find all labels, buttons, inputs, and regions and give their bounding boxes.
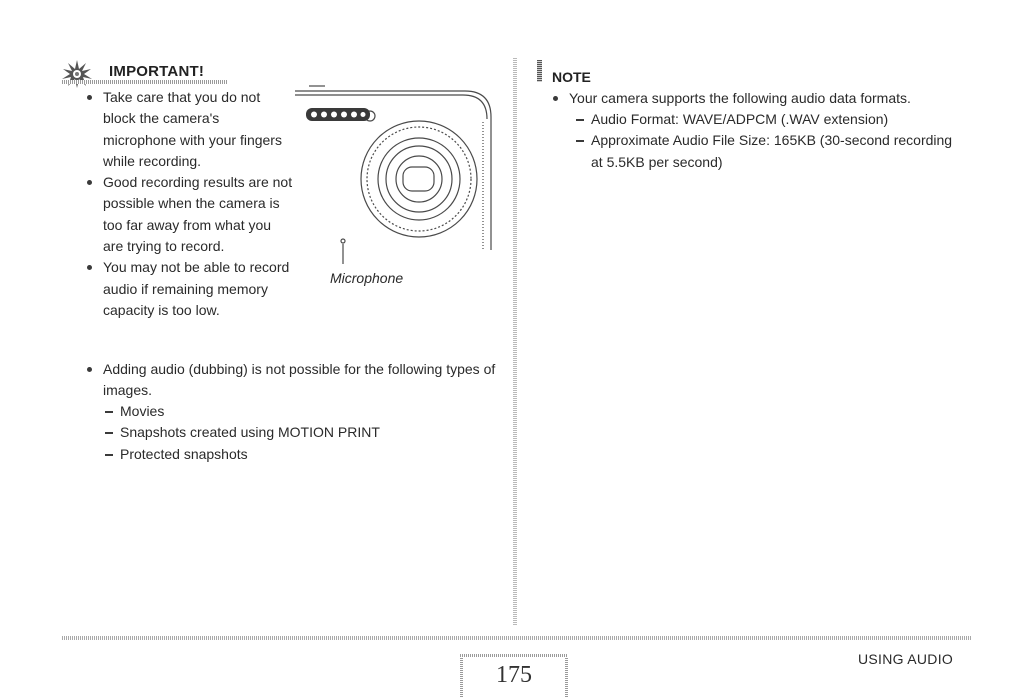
important-item: You may not be able to record audio if remaining memory capacity is too low. (64, 257, 294, 321)
section-label: USING AUDIO (858, 651, 954, 667)
page-number: 175 (496, 662, 532, 688)
important-sub-item: Protected snapshots (104, 444, 504, 465)
note-list (530, 88, 970, 109)
important-sub-list (104, 401, 504, 465)
important-item: Take care that you do not block the camera's microphone with your fingers while recording. (64, 87, 294, 172)
page-number-box (456, 650, 572, 698)
note-sub-item: Approximate Audio File Size: 165KB (30-second recording at 5.5KB per second) (575, 130, 965, 173)
important-heading (62, 60, 232, 88)
important-sub-item: Movies (104, 401, 504, 422)
important-item-text: Adding audio (dubbing) is not possible for the following types of images. (103, 361, 496, 399)
important-list-narrow (64, 87, 294, 321)
note-title: NOTE (552, 69, 591, 85)
important-list-wide (64, 359, 504, 402)
important-title: IMPORTANT! (109, 63, 205, 80)
camera-microphone-figure (295, 82, 500, 282)
note-item-text: Your camera supports the following audio data formats. (569, 90, 911, 106)
footer-rule (62, 636, 972, 640)
note-marker-icon (537, 60, 542, 82)
important-underline (62, 80, 228, 84)
important-item (64, 359, 504, 402)
note-sub-list (575, 109, 965, 173)
note-sub-item: Audio Format: WAVE/ADPCM (.WAV extension) (575, 109, 965, 130)
note-item (530, 88, 970, 109)
column-divider (513, 58, 517, 626)
microphone-caption: Microphone (330, 270, 404, 286)
important-item: Good recording results are not possible when the camera is too far away from what you are trying to record. (64, 172, 294, 257)
important-sub-item: Snapshots created using MOTION PRINT (104, 422, 504, 443)
